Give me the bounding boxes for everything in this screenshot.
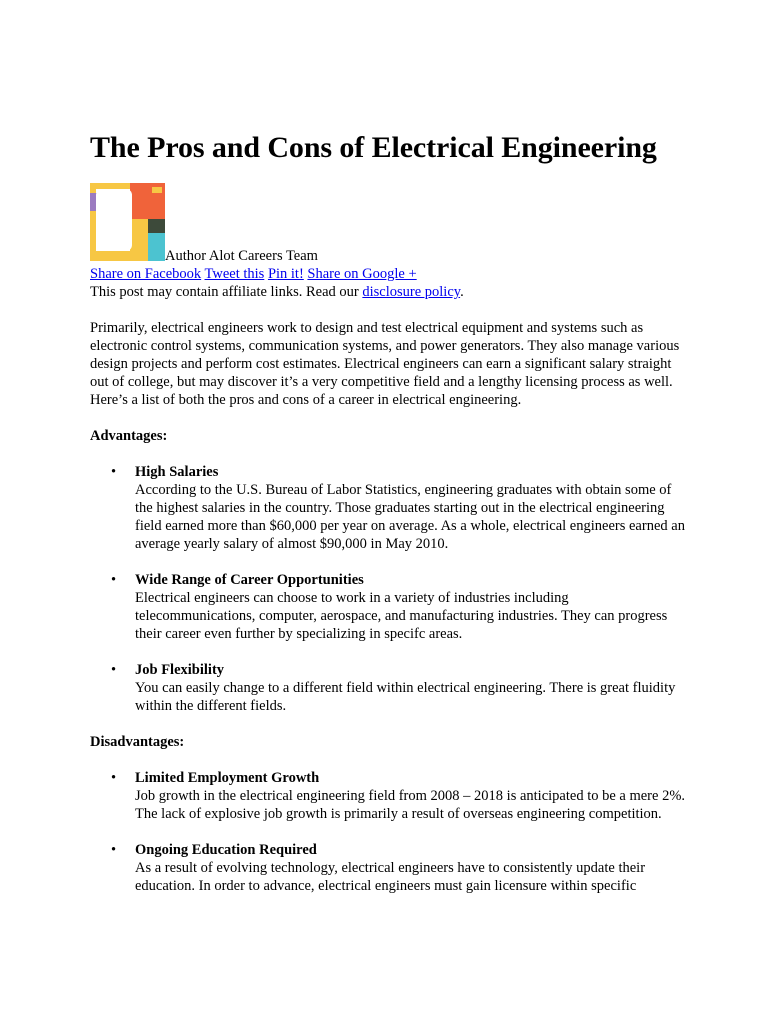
disclosure-policy-link[interactable]: disclosure policy	[362, 284, 461, 300]
intro-paragraph: Primarily, electrical engineers work to design and test electrical equipment and systems such as electronic control systems, communication systems, and power generators. They also manage various design projects and perform cost estimates. Electrical engineers can earn a significant salary straight out of college, but may discover it’s a very competitive field and a lengthy licensing process as well. Here’s a list of both the pros and cons of a career in electrical engineering.	[90, 320, 680, 408]
article	[90, 128, 690, 895]
bullet: •	[111, 572, 117, 588]
bullet: •	[111, 770, 117, 786]
list-item	[111, 661, 690, 715]
item-title: Job Flexibility	[135, 662, 225, 678]
item-title: High Salaries	[135, 464, 219, 480]
share-google-link[interactable]: Share on Google +	[307, 266, 417, 282]
list-item	[111, 841, 690, 895]
item-body: As a result of evolving technology, electrical engineers have to consistently update their education. In order to advance, electrical engineers must gain licensure within specific	[135, 860, 646, 894]
item-body: You can easily change to a different field within electrical engineering. There is great fluidity within the different fields.	[135, 680, 676, 714]
share-links	[90, 265, 690, 283]
item-body: Job growth in the electrical engineering field from 2008 – 2018 is anticipated to be a mere 2%. The lack of explosive job growth is primarily a result of overseas engineering competition.	[135, 788, 686, 822]
item-body: Electrical engineers can choose to work in a variety of industries including telecommunications, computer, aerospace, and manufacturing industries. They can progress their career even further by specializing in specifc areas.	[135, 590, 668, 642]
list-item	[111, 769, 690, 823]
item-title: Wide Range of Career Opportunities	[135, 572, 364, 588]
bullet: •	[111, 842, 117, 858]
item-title: Ongoing Education Required	[135, 842, 317, 858]
pin-link[interactable]: Pin it!	[267, 266, 304, 282]
bullet: •	[111, 464, 117, 480]
author-label: Author Alot Careers Team	[165, 248, 318, 264]
item-title: Limited Employment Growth	[135, 770, 320, 786]
disadvantages-heading: Disadvantages:	[90, 734, 185, 750]
advantages-list	[90, 463, 690, 715]
disclosure-prefix: This post may contain affiliate links. Read our	[90, 284, 363, 300]
item-body: According to the U.S. Bureau of Labor Statistics, engineering graduates with obtain some of the highest salaries in the country. Those graduates starting out in the electrical engineering field earned more than $60,000 per year on average. As a whole, electrical engineers earned an average yearly salary of almost $90,000 in May 2010.	[135, 482, 685, 552]
author-row	[90, 183, 690, 264]
affiliate-disclosure	[90, 283, 690, 301]
disadvantages-list	[90, 769, 690, 895]
list-item	[111, 463, 690, 553]
article-title: The Pros and Cons of Electrical Engineering	[90, 131, 657, 164]
list-item	[111, 571, 690, 643]
share-facebook-link[interactable]: Share on Facebook	[90, 266, 202, 282]
tweet-link[interactable]: Tweet this	[204, 266, 265, 282]
disclosure-suffix: .	[460, 284, 464, 300]
author-avatar-icon	[90, 183, 165, 261]
bullet: •	[111, 662, 117, 678]
advantages-heading: Advantages:	[90, 428, 168, 444]
